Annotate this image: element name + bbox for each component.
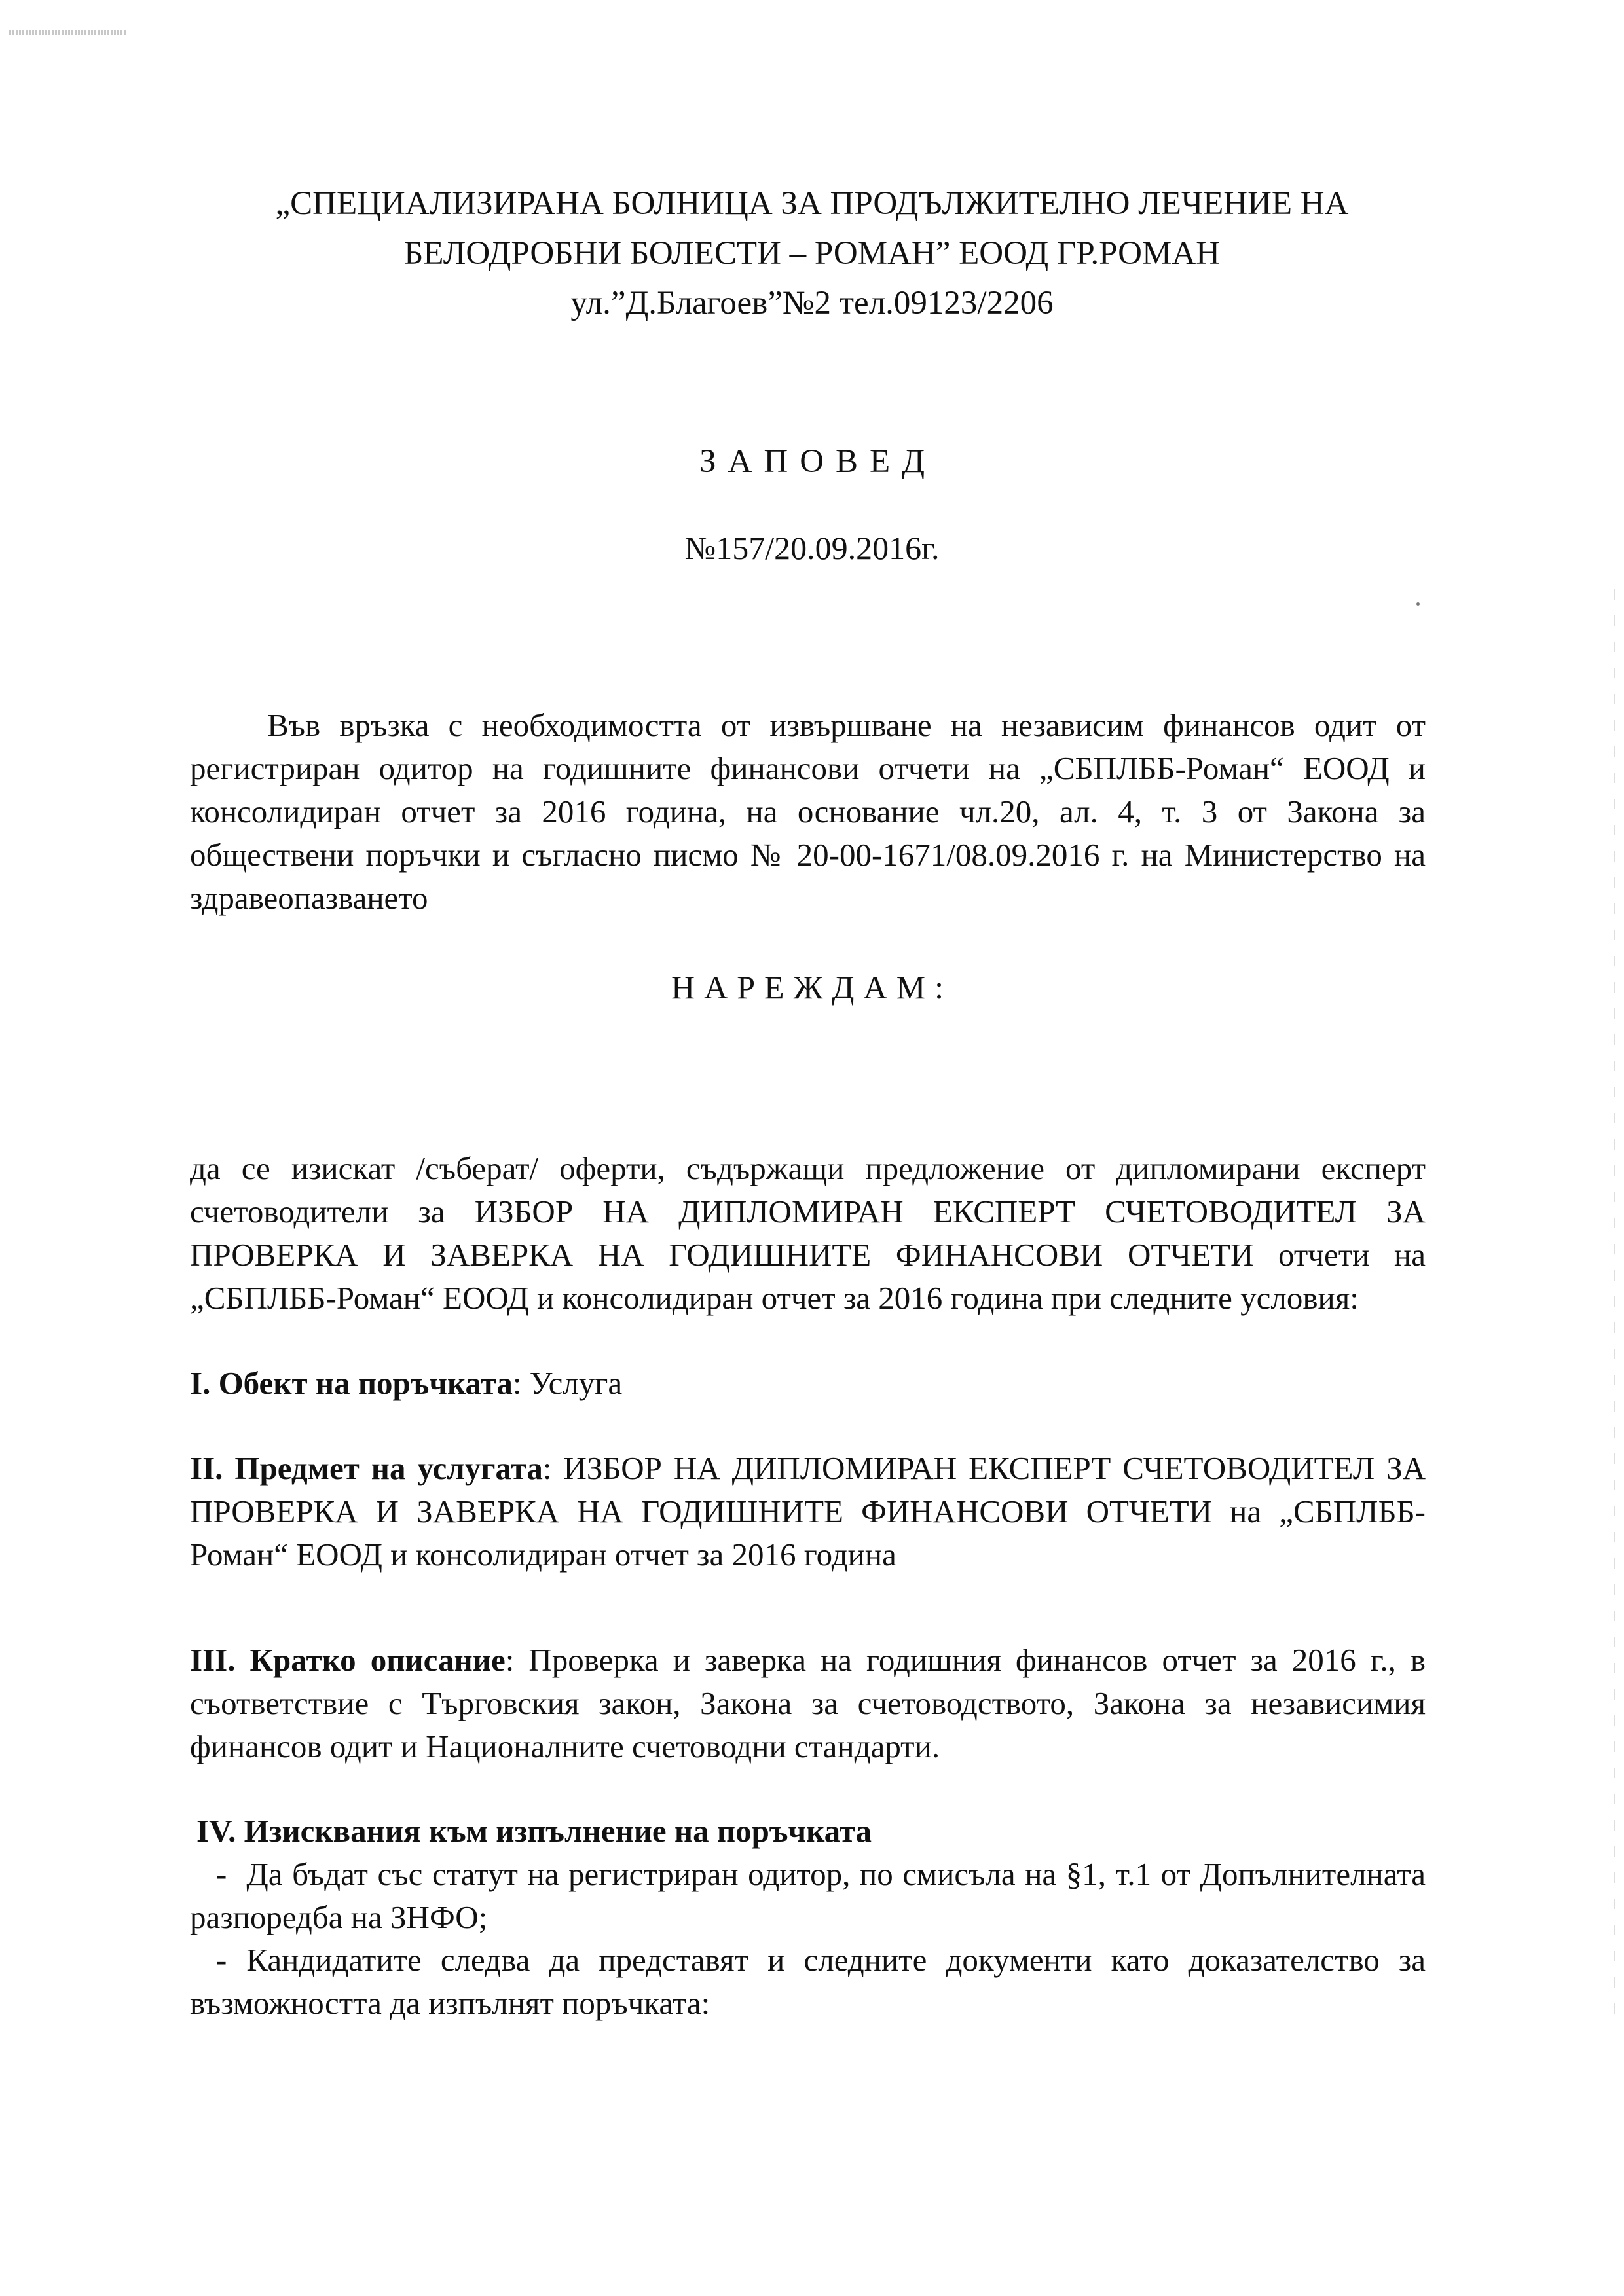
section-subject [190,1447,1426,1576]
organization-header [131,179,1493,328]
section-requirements [190,1810,1432,1853]
command-heading: НАРЕЖДАМ: [671,969,953,1006]
scan-artifact-mark [9,30,127,35]
section-object [190,1362,1426,1405]
header-line-2: БЕЛОДРОБНИ БОЛЕСТИ – РОМАН” ЕООД ГР.РОМАН [404,235,1220,272]
requirement-bullet: - [216,1942,227,1978]
scan-artifact-edge [1614,589,1615,2030]
header-line-1: „СПЕЦИАЛИЗИРАНА БОЛНИЦА ЗА ПРОДЪЛЖИТЕЛНО ЛЕЧЕНИЕ НА [275,185,1349,222]
instruction-paragraph: да се изискат /съберат/ оферти, съдържащи предложение от дипломирани експерт счетоводители за ИЗБОР НА ДИПЛОМИРАН ЕКСПЕРТ СЧЕТОВОДИТЕЛ ЗА ПРОВЕРКА И ЗАВЕРКА НА ГОДИШНИТЕ ФИНАНСОВИ ОТЧЕТИ отчети на „СБПЛББ-Роман“ ЕООД и консолидиран отчет за 2016 година при следните условия: [190,1150,1426,1316]
section-description-heading: III. Кратко описание [190,1642,506,1678]
section-requirements-heading: IV. Изисквания към изпълнение на поръчката [196,1813,872,1849]
order-number: №157/20.09.2016г. [684,530,940,566]
requirement-item [190,1853,1426,1939]
document-title: ЗАПОВЕД [699,443,936,480]
scan-artifact-dot [1416,602,1420,606]
section-description [190,1639,1426,1768]
requirement-bullet: - [216,1856,227,1892]
requirement-item [190,1939,1426,2025]
section-object-heading: I. Обект на поръчката [190,1365,513,1401]
section-description-text: : Проверка и заверка на годишния финансов отчет за 2016 г., в съответствие с Търговския закон, Закона за счетоводството, Закона за независимия финансов одит и Националните счетоводни стандарти. [190,1642,1426,1764]
preamble-paragraph: Във връзка с необходимостта от извършване на независим финансов одит от регистриран одитор на годишните финансови отчети на „СБПЛББ-Роман“ ЕООД и консолидиран отчет за 2016 година, на основание чл.20, ал. 4, т. 3 от Закона за обществени поръчки и съгласно писмо № 20-00-1671/08.09.2016 г. на Министерство на здравеопазването [190,707,1426,916]
section-subject-text: : ИЗБОР НА ДИПЛОМИРАН ЕКСПЕРТ СЧЕТОВОДИТЕЛ ЗА ПРОВЕРКА И ЗАВЕРКА НА ГОДИШНИТЕ ФИНАНСОВИ ОТЧЕТИ на „СБПЛББ-Роман“ ЕООД и консолидиран отчет за 2016 година [190,1450,1426,1573]
section-object-text: : Услуга [512,1365,623,1401]
requirement-text: Да бъдат със статут на регистриран одитор, по смисъла на §1, т.1 от Допълнителната разпоредба на ЗНФО; [190,1856,1426,1935]
section-subject-heading: II. Предмет на услугата [190,1450,543,1486]
header-address-line: ул.”Д.Благоев”№2 тел.09123/2206 [570,285,1054,321]
requirement-text: Кандидатите следва да представят и следните документи като доказателство за възможността да изпълнят поръчката: [190,1942,1426,2021]
